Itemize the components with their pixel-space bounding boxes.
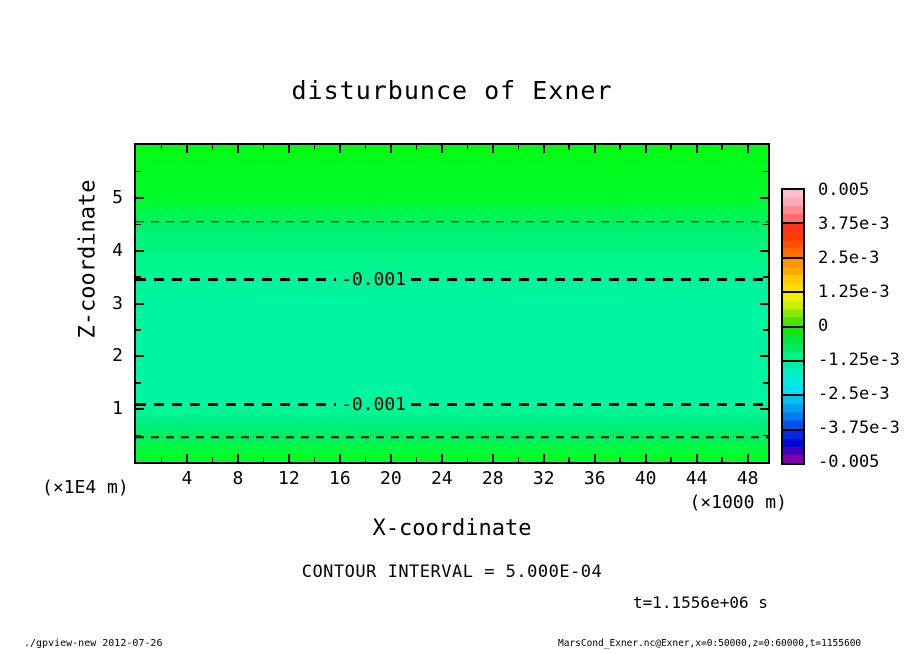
- contour-line: [136, 268, 768, 290]
- axis-tick: [314, 145, 316, 150]
- colorbar-tick-label: -2.5e-3: [818, 384, 890, 405]
- x-tick-label: 44: [685, 468, 708, 489]
- axis-tick: [645, 454, 647, 462]
- colorbar-box: [783, 222, 803, 256]
- colorbar-box: [783, 291, 803, 325]
- axis-tick: [518, 457, 520, 462]
- axis-tick: [467, 457, 469, 462]
- contour-line: [136, 436, 768, 438]
- colorbar-tick-label: 1.25e-3: [818, 281, 890, 302]
- footer-command: ./gpview-new 2012-07-26: [24, 638, 163, 649]
- x-tick-label: 36: [583, 468, 606, 489]
- contour-line-segment: [136, 278, 336, 281]
- colorbar-tick-label: -0.005: [818, 452, 880, 473]
- contour-line-segment: [411, 278, 768, 281]
- axis-tick: [543, 145, 545, 153]
- z-tick-label: 3: [112, 292, 123, 314]
- axis-tick: [619, 145, 621, 150]
- axis-tick: [390, 145, 392, 153]
- contour-line-segment: [136, 221, 768, 223]
- axis-tick: [760, 355, 768, 357]
- axis-tick: [136, 197, 144, 199]
- axis-tick: [288, 454, 290, 462]
- axis-tick: [696, 145, 698, 153]
- axis-tick: [416, 145, 418, 150]
- contour-interval-note: CONTOUR INTERVAL = 5.000E-04: [301, 562, 603, 582]
- axis-tick: [763, 329, 768, 331]
- x-tick-label: 12: [278, 468, 300, 489]
- x-tick-label: 4: [181, 468, 193, 489]
- axis-tick: [670, 457, 672, 462]
- axis-tick: [492, 145, 494, 153]
- axis-tick: [645, 145, 647, 153]
- axis-tick: [747, 145, 749, 153]
- x-tick-label: 16: [329, 468, 351, 489]
- axis-tick: [441, 145, 443, 153]
- axis-tick: [212, 457, 214, 462]
- axis-tick: [339, 145, 341, 153]
- x-tick-label: 20: [379, 468, 402, 489]
- z-axis-label: Z-coordinate: [75, 179, 101, 339]
- axis-tick: [136, 303, 144, 305]
- axis-tick: [161, 457, 163, 462]
- colorbar-box: [783, 257, 803, 291]
- z-axis-unit: (×1E4 m): [42, 477, 129, 498]
- axis-tick: [619, 457, 621, 462]
- axis-tick: [492, 454, 494, 462]
- axis-tick: [288, 145, 290, 153]
- x-tick-label: 28: [481, 468, 504, 489]
- x-axis-label: X-coordinate: [372, 516, 532, 541]
- colorbar-tick-label: -3.75e-3: [818, 418, 900, 439]
- axis-tick: [136, 171, 141, 173]
- axis-tick: [760, 197, 768, 199]
- axis-tick: [670, 145, 672, 150]
- axis-tick: [467, 145, 469, 150]
- colorbar-tick-label: 0: [818, 315, 829, 336]
- axis-tick: [136, 329, 141, 331]
- axis-tick: [763, 382, 768, 384]
- z-tick-label: 2: [112, 345, 123, 367]
- x-axis-unit: (×1000 m): [689, 492, 787, 513]
- axis-tick: [237, 145, 239, 153]
- axis-tick: [339, 454, 341, 462]
- x-tick-label: 40: [634, 468, 657, 489]
- colorbar-tick-label: 3.75e-3: [818, 213, 890, 234]
- axis-tick: [594, 454, 596, 462]
- axis-tick: [416, 457, 418, 462]
- contour-line: [136, 221, 768, 223]
- colorbar-box: [783, 360, 803, 394]
- axis-tick: [136, 250, 144, 252]
- axis-tick: [136, 382, 141, 384]
- axis-tick: [136, 224, 141, 226]
- axis-tick: [760, 250, 768, 252]
- axis-tick: [568, 145, 570, 150]
- axis-tick: [212, 145, 214, 150]
- axis-tick: [186, 145, 188, 153]
- footer-source: MarsCond_Exner.nc@Exner,x=0:50000,z=0:60000,t=1155600: [558, 638, 862, 649]
- axis-tick: [186, 454, 188, 462]
- axis-tick: [390, 454, 392, 462]
- axis-tick: [568, 457, 570, 462]
- contour-line-segment: [136, 436, 768, 438]
- z-tick-label: 1: [112, 398, 123, 420]
- x-tick-label: 32: [532, 468, 555, 489]
- chart-title: disturbunce of Exner: [291, 76, 613, 105]
- colorbar-tick-label: 2.5e-3: [818, 247, 880, 268]
- contour-label: -0.001: [341, 268, 407, 290]
- axis-tick: [543, 454, 545, 462]
- colorbar-box: [783, 429, 803, 463]
- axis-tick: [747, 454, 749, 462]
- colorbar: [781, 188, 805, 465]
- axis-tick: [594, 145, 596, 153]
- axis-tick: [161, 145, 163, 150]
- contour-line-segment: [411, 403, 768, 406]
- colorbar-tick-label: -1.25e-3: [818, 350, 900, 370]
- axis-tick: [721, 145, 723, 150]
- z-tick-label: 5: [112, 187, 123, 208]
- axis-tick: [721, 457, 723, 462]
- axis-tick: [518, 145, 520, 150]
- axis-tick: [136, 355, 144, 357]
- axis-tick: [314, 457, 316, 462]
- axis-tick: [365, 145, 367, 150]
- colorbar-box: [783, 326, 803, 360]
- time-annotation: t=1.1556e+06 s: [633, 593, 768, 612]
- colorbar-box: [783, 190, 803, 222]
- x-tick-label: 8: [232, 468, 244, 489]
- axis-tick: [763, 224, 768, 226]
- axis-tick: [263, 145, 265, 150]
- colorbar-tick-label: 0.005: [818, 179, 870, 200]
- x-tick-label: 24: [430, 468, 453, 489]
- contour-line: [136, 393, 768, 415]
- axis-tick: [760, 303, 768, 305]
- axis-tick: [441, 454, 443, 462]
- x-tick-label: 48: [736, 468, 759, 489]
- axis-tick: [237, 454, 239, 462]
- axis-tick: [696, 454, 698, 462]
- plot-area: [134, 143, 770, 464]
- axis-tick: [763, 171, 768, 173]
- axis-tick: [263, 457, 265, 462]
- z-tick-label: 4: [112, 239, 123, 261]
- axis-tick: [365, 457, 367, 462]
- contour-line-segment: [136, 403, 336, 406]
- contour-label: -0.001: [341, 393, 407, 415]
- colorbar-box: [783, 394, 803, 428]
